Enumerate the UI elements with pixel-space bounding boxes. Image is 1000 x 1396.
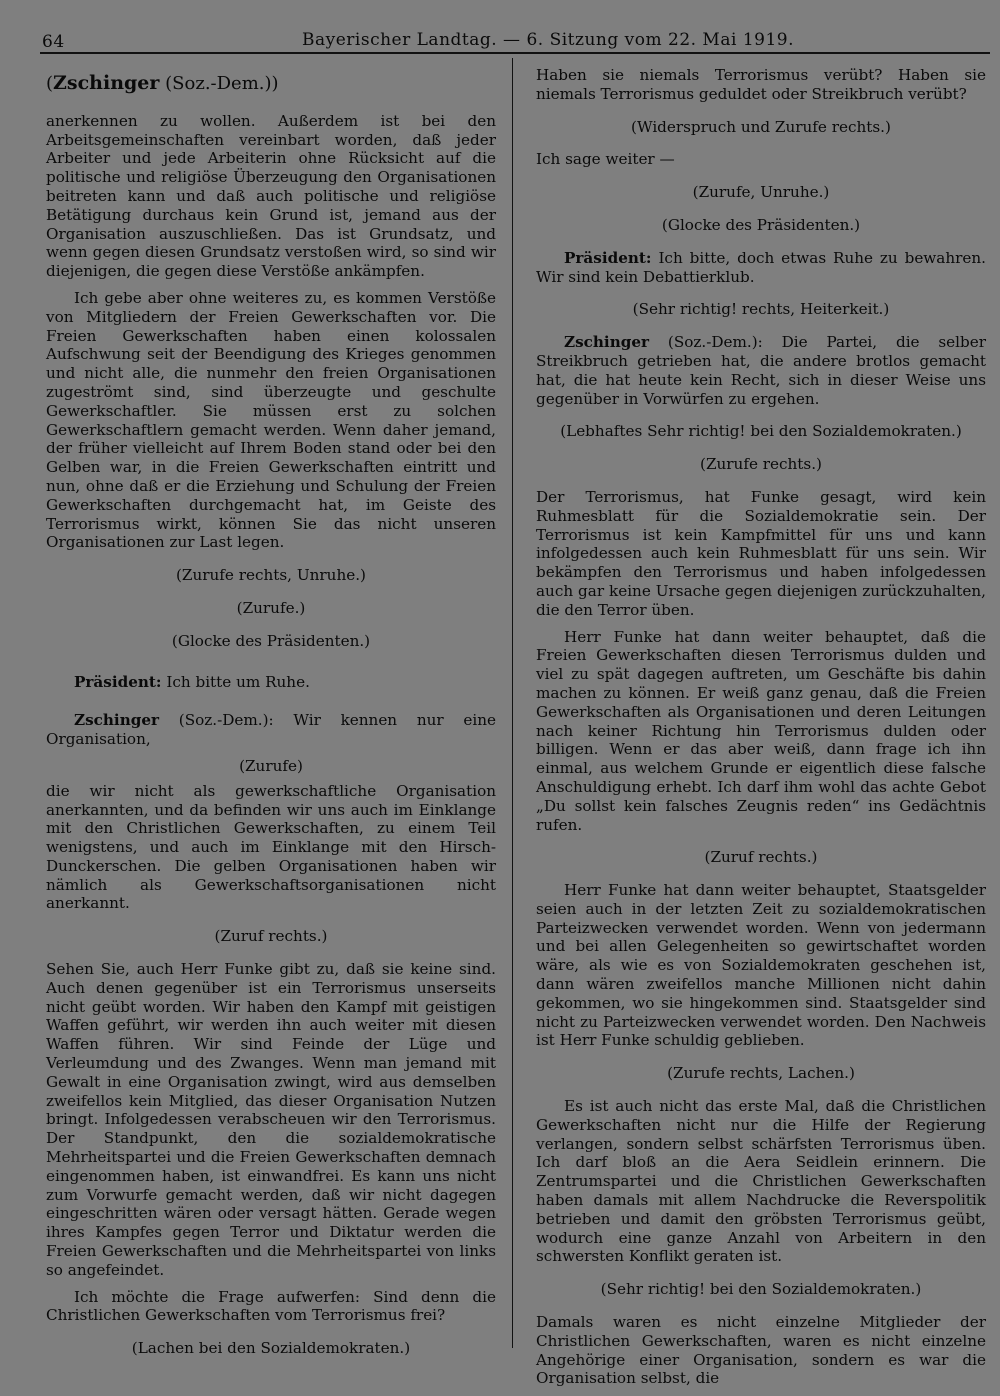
paragraph: anerkennen zu wollen. Außerdem ist bei den Arbeitsgemeinschaften vereinbart worden, daß jeder Arbeiter und jede Arbeiterin ohne Rücksicht auf die politische und religiöse Überzeugung den Organisationen beitreten kann und daß auch politische und religiöse Betätigung durchaus kein Grund ist, jemand aus der Organisation auszuschließen. Das ist Grundsatz, und wenn gegen diesen Grundsatz verstoßen wird, so sind wir diejenigen, die gegen diese Verstöße ankämpfen. xyxy=(46,111,496,281)
interjection: (Lachen bei den Sozialdemokraten.) xyxy=(131,1339,411,1358)
interjection: (Glocke des Präsidenten.) xyxy=(661,215,861,234)
president-remark xyxy=(46,673,496,692)
paragraph: Ich sage weiter — xyxy=(536,150,675,169)
interjection: (Lebhaftes Sehr richtig! bei den Sozialdemokraten.) xyxy=(560,422,962,441)
speaker-heading: (Zschinger (Soz.-Dem.)) xyxy=(46,72,279,94)
speaker-name: Zschinger xyxy=(53,72,160,94)
remark-text: (Soz.-Dem.): Die Partei, die selber Streikbruch getrieben hat, die andere brotlos gemacht hat, die hat heute kein Recht, sich in dieser Weise uns gegenüber in Vorwürfen zu ergehen. xyxy=(536,333,986,408)
column-divider xyxy=(512,58,513,1348)
speaker-name: Präsident: xyxy=(564,248,652,267)
page-number: 64 xyxy=(42,32,65,52)
paragraph: Damals waren es nicht einzelne Mitglieder der Christlichen Gewerkschaften, waren es nicht einzelne Angehörige einer Organisation, sondern es war die Organisation selbst, die xyxy=(536,1313,986,1388)
left-column xyxy=(46,66,496,1372)
interjection: (Widerspruch und Zurufe rechts.) xyxy=(631,117,891,136)
interjection: (Zurufe.) xyxy=(236,598,306,617)
paragraph: Es ist auch nicht das erste Mal, daß die Christlichen Gewerkschaften nicht nur die Hilfe der Regierung verlangen, sondern selbst schärfsten Terrorismus üben. Ich darf bloß an die Aera Seidlein erinnern. Die Zentrumspartei und die Christlichen Gewerkschaften haben damals mit allem Nachdrucke die Reverspolitik betrieben und damit den gröbsten Terrorismus geübt, wodurch eine ganze Anzahl von Arbeitern in den schwersten Konflikt geraten ist. xyxy=(536,1097,986,1266)
speaker-remark xyxy=(46,711,496,749)
paragraph: Der Terrorismus, hat Funke gesagt, wird kein Ruhmesblatt für die Sozialdemokratie sein. Der Terrorismus ist kein Kampfmittel für uns und kann infolgedessen auch kein Ruhmesblatt für uns sein. Wir bekämpfen den Terrorismus und haben infolgedessen auch gar keine Ursache gegen diejenigen zurückzuhalten, die den Terror üben. xyxy=(536,487,986,619)
speaker-remark xyxy=(536,333,986,408)
interjection: (Sehr richtig! bei den Sozialdemokraten.) xyxy=(600,1280,922,1299)
speaker-name: Zschinger xyxy=(74,711,160,730)
interjection: (Zurufe rechts.) xyxy=(700,455,822,474)
interjection: (Zuruf rechts.) xyxy=(214,927,328,946)
paragraph: Herr Funke hat dann weiter behauptet, Staatsgelder seien auch in der letzten Zeit zu sozialdemokratischen Parteizwecken verwendet worden. Wenn von jedermann und bei allen Gelegenheiten so gewirtschaftet worden wäre, als wie es von Sozialdemokraten geschehen ist, dann wären zweifellos manche Millionen nicht dahin gekommen, wo sie hingekommen sind. Staatsgelder sind nicht zu Parteizwecken verwendet worden. Den Nachweis ist Herr Funke schuldig geblieben. xyxy=(536,881,986,1050)
remark-text: Ich bitte um Ruhe. xyxy=(166,672,310,691)
interjection: (Glocke des Präsidenten.) xyxy=(171,631,371,650)
interjection: (Zurufe rechts, Unruhe.) xyxy=(176,566,366,585)
paragraph: Sehen Sie, auch Herr Funke gibt zu, daß sie keine sind. Auch denen gegenüber ist ein Terrorismus unserseits nicht geübt worden. Wir haben den Kampf mit geistigen Waffen geführt, wir werden ihn auch weiter mit diesen Waffen führen. Wir sind Feinde der Lüge und Verleumdung und des Zwanges. Wenn man jemand mit Gewalt in eine Organisation zwingt, wird aus demselben zweifellos kein Mitglied, das dieser Organisation Nutzen bringt. Infolgedessen verabscheuen wir den Terrorismus. Der Standpunkt, den die sozialdemokratische Mehrheitspartei und die Freien Gewerkschaften demnach eingenommen haben, ist einwandfrei. Es kann uns nicht zum Vorwurfe gemacht werden, daß wir nicht dagegen eingeschritten wären oder versagt hätten. Gerade wegen ihres Kampfes gegen Terror und Diktatur werden die Freien Gewerkschaften und die Mehrheitspartei von links so angefeindet. xyxy=(46,960,496,1279)
president-remark xyxy=(536,249,986,287)
speaker-name: Präsident: xyxy=(74,672,162,691)
paragraph: die wir nicht als gewerkschaftliche Organisation anerkannten, und da befinden wir uns auch im Einklange mit den Christlichen Gewerkschaften, zu einem Teil wenigstens, und auch im Einklange mit den Hirsch-Dunckerschen. Die gelben Organisationen haben wir nämlich als Gewerkschaftsorganisationen nicht anerkannt. xyxy=(46,781,496,913)
right-column xyxy=(536,66,986,1396)
paragraph: Ich möchte die Frage aufwerfen: Sind denn die Christlichen Gewerkschaften vom Terrorismus frei? xyxy=(46,1287,496,1325)
interjection: (Zurufe) xyxy=(239,756,303,775)
remark-text: Ich bitte, doch etwas Ruhe zu bewahren. Wir sind kein Debattierklub. xyxy=(536,248,986,286)
speaker-name: Zschinger xyxy=(564,333,650,352)
paragraph: Herr Funke hat dann weiter behauptet, daß die Freien Gewerkschaften diesen Terrorismus dulden und viel zu spät dagegen auftreten, um Geschäfte bis dahin machen zu können. Er weiß ganz genau, daß die Freien Gewerkschaften als Organisationen und deren Leitungen nach keiner Richtung hin Terrorismus dulden oder billigen. Wenn er das aber weiß, dann frage ich ihn einmal, aus welchem Grunde er eigentlich diese falsche Anschuldigung erhebt. Ich darf ihm wohl das achte Gebot „Du sollst kein falsches Zeugnis reden“ ins Gedächtnis rufen. xyxy=(536,627,986,834)
paragraph: Haben sie niemals Terrorismus verübt? Haben sie niemals Terrorismus geduldet oder Streikbruch verübt? xyxy=(536,66,986,103)
remark-text: (Soz.-Dem.): Wir kennen nur eine Organisation, xyxy=(46,711,496,749)
interjection: (Zuruf rechts.) xyxy=(704,848,818,867)
speaker-party: (Soz.-Dem.) xyxy=(165,73,272,94)
interjection: (Zurufe rechts, Lachen.) xyxy=(667,1064,855,1083)
paragraph: Ich gebe aber ohne weiteres zu, es kommen Verstöße von Mitgliedern der Freien Gewerkschaften vor. Die Freien Gewerkschaften haben einen kolossalen Aufschwung seit der Beendigung des Krieges genommen und nicht alle, die nunmehr den freien Organisationen zugeströmt sind, sind überzeugte und geschulte Gewerkschaftler. Sie müssen erst zu solchen Gewerkschaftlern gemacht werden. Wenn daher jemand, der früher vielleicht auf Ihrem Boden stand oder bei den Gelben war, in die Freien Gewerkschaften eintritt und nun, ohne daß er die Erziehung und Schulung der Freien Gewerkschaften durchgemacht hat, im Geiste des Terrorismus wirkt, können Sie das nicht unseren Organisationen zur Last legen. xyxy=(46,288,496,552)
running-title: Bayerischer Landtag. — 6. Sitzung vom 22. Mai 1919. xyxy=(302,30,794,50)
header-rule xyxy=(40,52,990,54)
interjection: (Sehr richtig! rechts, Heiterkeit.) xyxy=(632,300,890,319)
interjection: (Zurufe, Unruhe.) xyxy=(692,183,830,202)
